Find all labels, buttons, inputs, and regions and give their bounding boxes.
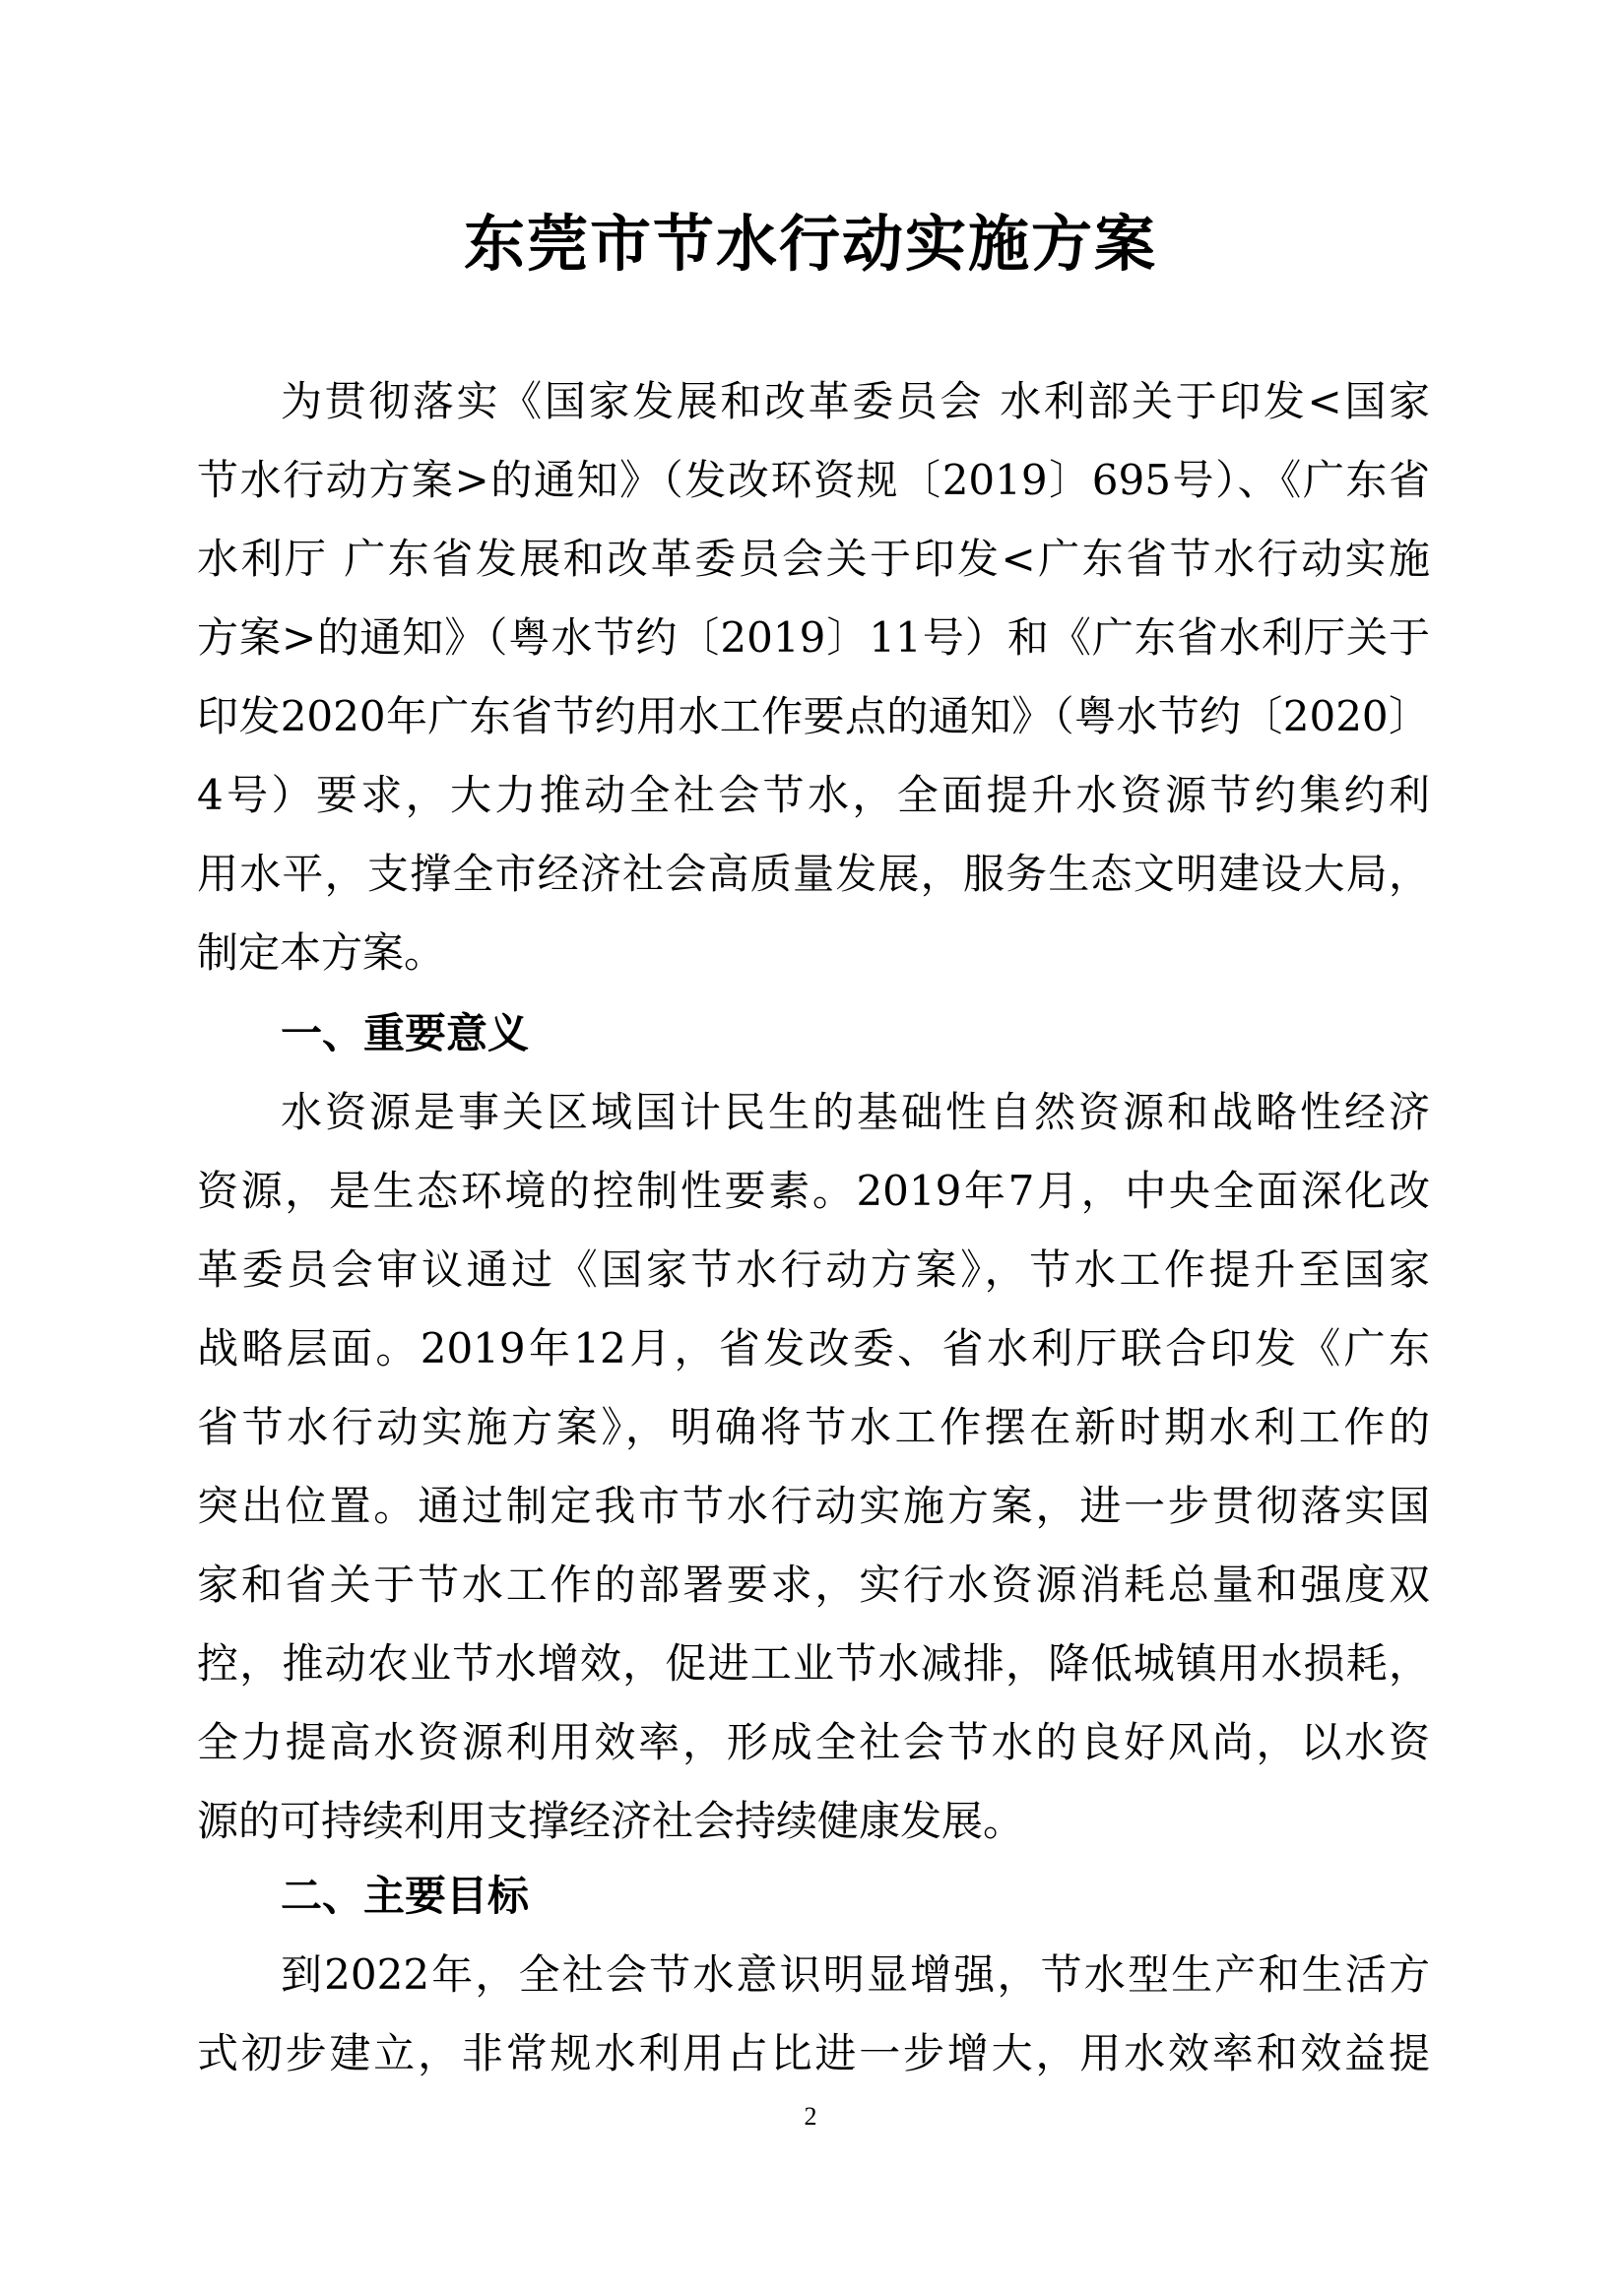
section-heading-significance: 一、重要意义 bbox=[281, 1009, 530, 1057]
paragraph-line: 源的可持续利用支撑经济社会持续健康发展。 bbox=[197, 1797, 1025, 1845]
document-title: 东莞市节水行动实施方案 bbox=[463, 208, 1157, 280]
paragraph-line: 战略层面。2019年12月，省发改委、省水利厅联合印发《广东 bbox=[197, 1324, 1430, 1372]
paragraph-line: 全力提高水资源利用效率，形成全社会节水的良好风尚，以水资 bbox=[197, 1718, 1430, 1766]
paragraph-line: 节水行动方案>的通知》（发改环资规〔2019〕695号）、《广东省 bbox=[197, 456, 1430, 504]
paragraph-line: 家和省关于节水工作的部署要求，实行水资源消耗总量和强度双 bbox=[197, 1561, 1430, 1609]
paragraph-line: 到2022年，全社会节水意识明显增强，节水型生产和生活方 bbox=[281, 1950, 1430, 1999]
paragraph-line: 为贯彻落实《国家发展和改革委员会 水利部关于印发<国家 bbox=[281, 377, 1430, 425]
paragraph-line: 革委员会审议通过《国家节水行动方案》，节水工作提升至国家 bbox=[197, 1245, 1430, 1294]
paragraph-line: 资源，是生态环境的控制性要素。2019年7月，中央全面深化改 bbox=[197, 1167, 1430, 1215]
paragraph-line: 制定本方案。 bbox=[197, 928, 446, 977]
paragraph-line: 控，推动农业节水增效，促进工业节水减排，降低城镇用水损耗， bbox=[197, 1639, 1430, 1688]
paragraph-line: 水利厅 广东省发展和改革委员会关于印发<广东省节水行动实施 bbox=[197, 535, 1430, 583]
paragraph-line: 印发2020年广东省节约用水工作要点的通知》（粤水节约〔2020〕 bbox=[197, 692, 1430, 740]
paragraph-line: 突出位置。通过制定我市节水行动实施方案，进一步贯彻落实国 bbox=[197, 1482, 1430, 1530]
section-heading-main-goals: 二、主要目标 bbox=[281, 1872, 530, 1920]
page-number: 2 bbox=[804, 2102, 817, 2131]
paragraph-line: 方案>的通知》（粤水节约〔2019〕11号）和《广东省水利厅关于 bbox=[197, 613, 1430, 662]
paragraph-line: 4号）要求，大力推动全社会节水，全面提升水资源节约集约利 bbox=[197, 771, 1430, 819]
paragraph-line: 式初步建立，非常规水利用占比进一步增大，用水效率和效益提 bbox=[197, 2029, 1430, 2077]
paragraph-line: 水资源是事关区域国计民生的基础性自然资源和战略性经济 bbox=[281, 1088, 1430, 1136]
paragraph-line: 用水平，支撑全市经济社会高质量发展，服务生态文明建设大局， bbox=[197, 850, 1430, 898]
paragraph-line: 省节水行动实施方案》，明确将节水工作摆在新时期水利工作的 bbox=[197, 1403, 1430, 1451]
